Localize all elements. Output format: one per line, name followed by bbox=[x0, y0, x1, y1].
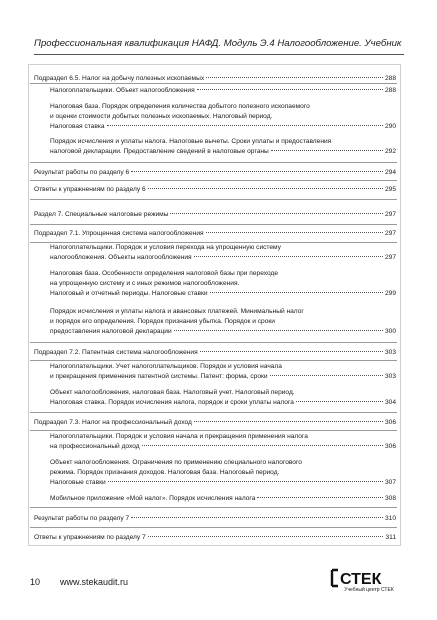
dot-leader bbox=[270, 374, 383, 376]
toc-entry[interactable] bbox=[50, 432, 396, 452]
toc-entry[interactable] bbox=[34, 514, 396, 524]
dot-leader bbox=[131, 170, 383, 172]
toc-entry-title: Налоговая база. Порядок определения количества добытого полезного ископаемого bbox=[50, 103, 310, 110]
toc-entry[interactable] bbox=[34, 168, 396, 178]
dot-leader bbox=[200, 350, 383, 352]
toc-entry-title: Налоговые ставки bbox=[50, 479, 106, 486]
toc-entry[interactable] bbox=[34, 348, 396, 358]
toc-entry-title: Порядок исчисления и уплаты налога. Налоговые вычеты. Сроки уплаты и предоставления bbox=[50, 138, 332, 145]
toc-page-number: 288 bbox=[384, 75, 396, 82]
toc-entry-title: и порядок его определения. Порядок признания убытка. Порядок и сроки bbox=[50, 318, 275, 325]
toc-entry-title: Налоговая база. Особенности определения налоговой базы при переходе bbox=[50, 270, 278, 277]
toc-entry[interactable] bbox=[34, 74, 396, 84]
toc-page-number: 297 bbox=[384, 211, 396, 218]
dot-leader bbox=[271, 149, 383, 151]
logo-mark-icon bbox=[330, 568, 408, 588]
dot-leader bbox=[210, 291, 383, 293]
toc-entry[interactable] bbox=[34, 533, 396, 543]
toc-page-number: 306 bbox=[384, 443, 396, 450]
toc-entry-title: на профессиональный доход bbox=[50, 443, 140, 450]
toc-entry-title: Подраздел 7.1. Упрощенная система налогообложения bbox=[34, 230, 204, 237]
toc-page-number: 310 bbox=[384, 515, 396, 522]
section-divider bbox=[30, 430, 397, 431]
header-divider bbox=[34, 54, 404, 55]
footer-url[interactable]: www.stekaudit.ru bbox=[60, 577, 129, 587]
section-divider bbox=[30, 507, 397, 508]
dot-leader bbox=[206, 231, 383, 233]
toc-page-number: 292 bbox=[384, 148, 396, 155]
toc-entry[interactable] bbox=[50, 307, 396, 337]
toc-entry-title: Ответы к упражнениям по разделу 7 bbox=[34, 534, 146, 541]
toc-page-number: 294 bbox=[384, 169, 396, 176]
toc-entry[interactable] bbox=[50, 494, 396, 504]
dot-leader bbox=[148, 535, 384, 537]
section-divider bbox=[30, 527, 397, 528]
dot-leader bbox=[131, 516, 383, 518]
section-divider bbox=[30, 360, 397, 361]
toc-entry[interactable] bbox=[50, 243, 396, 263]
toc-page-number: 297 bbox=[384, 254, 396, 261]
toc-entry[interactable] bbox=[50, 388, 396, 408]
toc-entry-title: Налогоплательщики. Объект налогообложения bbox=[50, 87, 195, 94]
section-divider bbox=[30, 199, 397, 200]
toc-entry[interactable] bbox=[50, 458, 396, 488]
dot-leader bbox=[174, 329, 383, 331]
toc-page-number: 306 bbox=[384, 419, 396, 426]
toc-page-number: 300 bbox=[384, 328, 396, 335]
toc-entry-title: предоставления налоговой декларации bbox=[50, 328, 172, 335]
toc-entry-title: Результат работы по разделу 6 bbox=[34, 169, 130, 176]
toc-entry-title: Объект налогообложения. Ограничения по применению специального налогового bbox=[50, 459, 302, 466]
toc-entry-title: Результат работы по разделу 7 bbox=[34, 515, 130, 522]
logo-text: СТЕК bbox=[340, 571, 382, 588]
toc-page-number: 308 bbox=[384, 495, 396, 502]
toc-entry-title: Раздел 7. Специальные налоговые режимы bbox=[34, 211, 169, 218]
toc-entry-title: на упрощенную систему и с иных режимов налогообложения. bbox=[50, 280, 240, 287]
toc-page-number: 304 bbox=[384, 399, 396, 406]
toc-entry[interactable] bbox=[50, 102, 396, 132]
toc-entry-title: Подраздел 7.2. Патентная система налогообложения bbox=[34, 349, 198, 356]
toc-entry-title: Ответы к упражнениям по разделу 6 bbox=[34, 186, 146, 193]
section-divider bbox=[30, 162, 397, 163]
section-divider bbox=[30, 342, 397, 343]
stek-logo bbox=[330, 568, 408, 598]
toc-entry-title: Объект налогообложения, налоговая база. Налоговый учет. Налоговый период. bbox=[50, 389, 295, 396]
toc-entry[interactable] bbox=[50, 269, 396, 299]
toc-page-number: 303 bbox=[384, 349, 396, 356]
dot-leader bbox=[142, 444, 383, 446]
toc-entry-title: Мобильное приложение «Мой налог». Порядок исчисления налога bbox=[50, 495, 256, 502]
toc-page-number: 299 bbox=[384, 290, 396, 297]
toc-entry-title: Налогоплательщики. Порядок и условия начала и прекращения применения налога bbox=[50, 433, 308, 440]
dot-leader bbox=[148, 187, 383, 189]
toc-entry-title: и оценки стоимости добытых полезных ископаемых. Налоговый период. bbox=[50, 113, 273, 120]
page-number: 10 bbox=[30, 577, 41, 587]
dot-leader bbox=[257, 496, 383, 498]
dot-leader bbox=[107, 124, 383, 126]
dot-leader bbox=[194, 420, 383, 422]
toc-page-number: 311 bbox=[385, 534, 396, 541]
dot-leader bbox=[108, 480, 383, 482]
toc-page-number: 290 bbox=[384, 123, 396, 130]
section-divider bbox=[30, 412, 397, 413]
toc-entry[interactable] bbox=[34, 185, 396, 195]
running-header: Профессиональная квалификация НАФД. Модуль Э.4 Налогообложение. Учебник bbox=[34, 38, 402, 49]
toc-entry[interactable] bbox=[50, 137, 396, 157]
section-divider bbox=[30, 180, 397, 181]
toc-page-number: 288 bbox=[384, 87, 396, 94]
toc-entry-title: Налоговый и отчетный периоды. Налоговые ставки bbox=[50, 290, 208, 297]
toc-entry-title: налоговой декларации. Предоставление сведений в налоговые органы bbox=[50, 148, 269, 155]
dot-leader bbox=[170, 212, 383, 214]
dot-leader bbox=[206, 76, 383, 78]
toc-page-number: 295 bbox=[384, 186, 396, 193]
toc-page-number: 297 bbox=[384, 230, 396, 237]
toc-entry-title: налогообложения. Объекты налогообложения bbox=[50, 254, 192, 261]
dot-leader bbox=[194, 255, 383, 257]
dot-leader bbox=[296, 400, 383, 402]
toc-entry-title: режима. Порядок признания доходов. Налоговая база. Налоговый период. bbox=[50, 469, 280, 476]
toc-page-number: 303 bbox=[384, 373, 396, 380]
toc-entry[interactable] bbox=[34, 418, 396, 428]
toc-entry[interactable] bbox=[34, 229, 396, 239]
toc-entry-title: Налоговая ставка bbox=[50, 123, 105, 130]
toc-entry-title: Подраздел 6.5. Налог на добычу полезных ископаемых bbox=[34, 75, 205, 82]
toc-entry-title: Порядок исчисления и уплаты налога и авансовых платежей. Минимальный налог bbox=[50, 308, 304, 315]
toc-entry-title: Налоговая ставка. Порядок исчисления налога, порядок и сроки уплаты налога bbox=[50, 399, 294, 406]
dot-leader bbox=[197, 88, 383, 90]
toc-entry[interactable] bbox=[50, 86, 396, 96]
toc-entry-title: Налогоплательщики. Порядок и условия перехода на упрощенную систему bbox=[50, 244, 281, 251]
toc-page-number: 307 bbox=[384, 479, 396, 486]
toc-entry-title: и прекращения применения патентной системы. Патент: форма, сроки bbox=[50, 373, 268, 380]
toc-entry[interactable] bbox=[50, 362, 396, 382]
toc-entry-title: Налогоплательщики. Учет налогоплательщиков. Порядок и условия начала bbox=[50, 363, 282, 370]
logo-subtitle: Учебный центр СТЕК bbox=[344, 587, 394, 593]
toc-entry[interactable] bbox=[34, 210, 396, 220]
toc-entry-title: Подраздел 7.3. Налог на профессиональный доход bbox=[34, 419, 192, 426]
section-divider bbox=[30, 224, 397, 225]
